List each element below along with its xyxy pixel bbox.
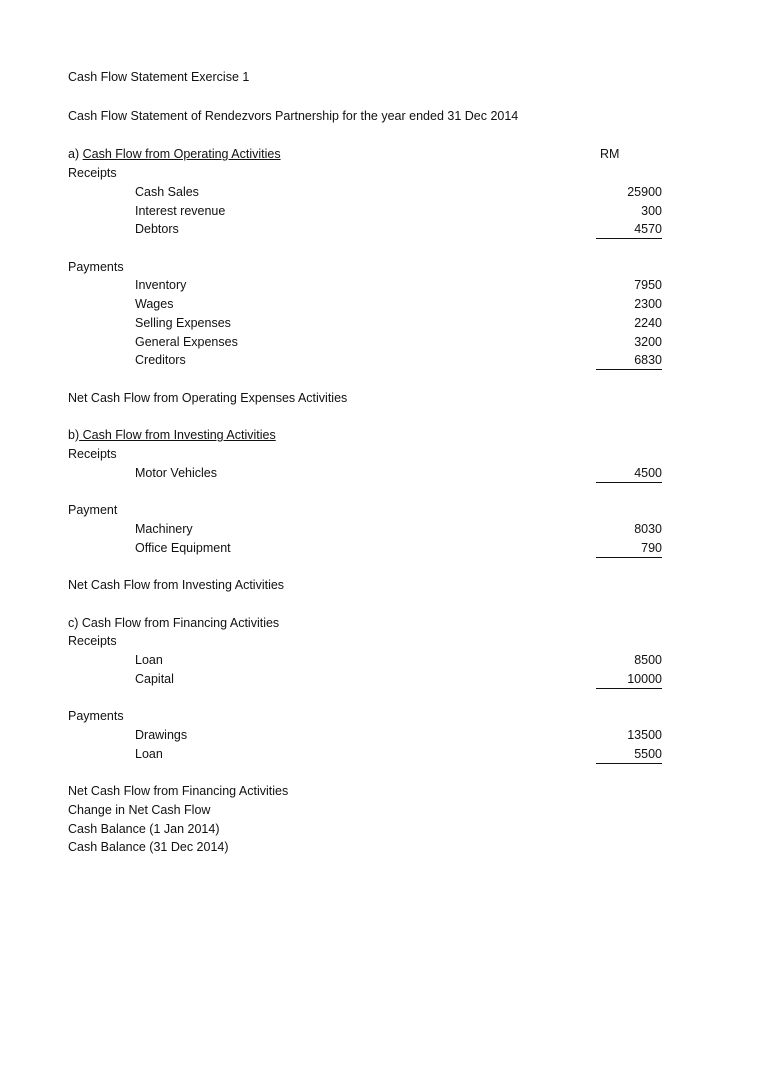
item-value: 4500 — [596, 464, 662, 483]
investing-heading-row — [0, 426, 768, 445]
table-row — [0, 670, 768, 689]
table-row — [0, 745, 768, 764]
financing-receipts-label: Receipts — [68, 634, 117, 648]
currency-label: RM — [600, 147, 620, 161]
item-label: Selling Expenses — [135, 316, 231, 330]
operating-heading — [68, 145, 281, 164]
change-net-row — [0, 801, 768, 820]
operating-receipts-label: Receipts — [68, 166, 117, 180]
financing-net-row — [0, 782, 768, 801]
item-label: Cash Sales — [135, 185, 199, 199]
table-row — [0, 202, 768, 221]
table-row — [0, 295, 768, 314]
table-row — [0, 333, 768, 352]
table-row — [0, 314, 768, 333]
opening-balance-row — [0, 820, 768, 839]
item-label: Drawings — [135, 728, 188, 742]
item-value: 2300 — [634, 297, 662, 311]
investing-payments-label: Payment — [68, 503, 118, 517]
item-value: 4570 — [596, 220, 662, 239]
item-value: 13500 — [627, 728, 662, 742]
financing-payments-label-row — [0, 707, 768, 726]
operating-receipts-label-row — [0, 164, 768, 183]
change-net-label: Change in Net Cash Flow — [68, 803, 211, 817]
table-row — [0, 351, 768, 370]
operating-net-label: Net Cash Flow from Operating Expenses Activities — [68, 391, 348, 405]
table-row — [0, 651, 768, 670]
table-row — [0, 726, 768, 745]
item-value: 8030 — [634, 522, 662, 536]
financing-net-label: Net Cash Flow from Financing Activities — [68, 784, 289, 798]
financing-payments-label: Payments — [68, 709, 124, 723]
operating-prefix: a) — [68, 147, 80, 161]
item-label: Capital — [135, 672, 174, 686]
item-label: Loan — [135, 747, 163, 761]
item-value: 25900 — [627, 185, 662, 199]
investing-heading-text: Cash Flow from Investing Activities — [79, 428, 276, 442]
operating-net-row — [0, 389, 768, 408]
title-row — [0, 68, 768, 87]
item-label: Inventory — [135, 278, 187, 292]
item-label: Wages — [135, 297, 174, 311]
item-label: Office Equipment — [135, 541, 231, 555]
document-title: Cash Flow Statement Exercise 1 — [68, 70, 250, 84]
subtitle-row — [0, 107, 768, 126]
item-label: General Expenses — [135, 335, 238, 349]
item-label: Motor Vehicles — [135, 466, 217, 480]
item-value: 8500 — [634, 653, 662, 667]
item-value: 3200 — [634, 335, 662, 349]
closing-balance-label: Cash Balance (31 Dec 2014) — [68, 840, 229, 854]
table-row — [0, 520, 768, 539]
closing-balance-row — [0, 838, 768, 857]
item-value: 5500 — [596, 745, 662, 764]
operating-payments-label-row — [0, 258, 768, 277]
financing-receipts-label-row — [0, 632, 768, 651]
item-value: 2240 — [634, 316, 662, 330]
table-row — [0, 539, 768, 558]
item-label: Loan — [135, 653, 163, 667]
financing-heading: c) Cash Flow from Financing Activities — [68, 616, 280, 630]
item-value: 300 — [641, 204, 662, 218]
operating-heading-row — [0, 145, 768, 164]
item-label: Interest revenue — [135, 204, 226, 218]
item-label: Debtors — [135, 222, 179, 236]
item-label: Creditors — [135, 353, 186, 367]
table-row — [0, 183, 768, 202]
financing-heading-row — [0, 614, 768, 633]
item-label: Machinery — [135, 522, 193, 536]
item-value: 6830 — [596, 351, 662, 370]
investing-net-label: Net Cash Flow from Investing Activities — [68, 578, 285, 592]
investing-prefix: b) — [68, 428, 80, 442]
investing-payments-label-row — [0, 501, 768, 520]
operating-heading-text: Cash Flow from Operating Activities — [82, 147, 281, 161]
opening-balance-label: Cash Balance (1 Jan 2014) — [68, 822, 220, 836]
operating-payments-label: Payments — [68, 260, 124, 274]
item-value: 790 — [596, 539, 662, 558]
investing-receipts-label-row — [0, 445, 768, 464]
statement-subtitle: Cash Flow Statement of Rendezvors Partnership for the year ended 31 Dec 2014 — [68, 109, 519, 123]
investing-net-row — [0, 576, 768, 595]
item-value: 7950 — [634, 278, 662, 292]
table-row — [0, 220, 768, 239]
table-row — [0, 464, 768, 483]
investing-receipts-label: Receipts — [68, 447, 117, 461]
table-row — [0, 276, 768, 295]
item-value: 10000 — [596, 670, 662, 689]
investing-heading — [68, 426, 276, 445]
